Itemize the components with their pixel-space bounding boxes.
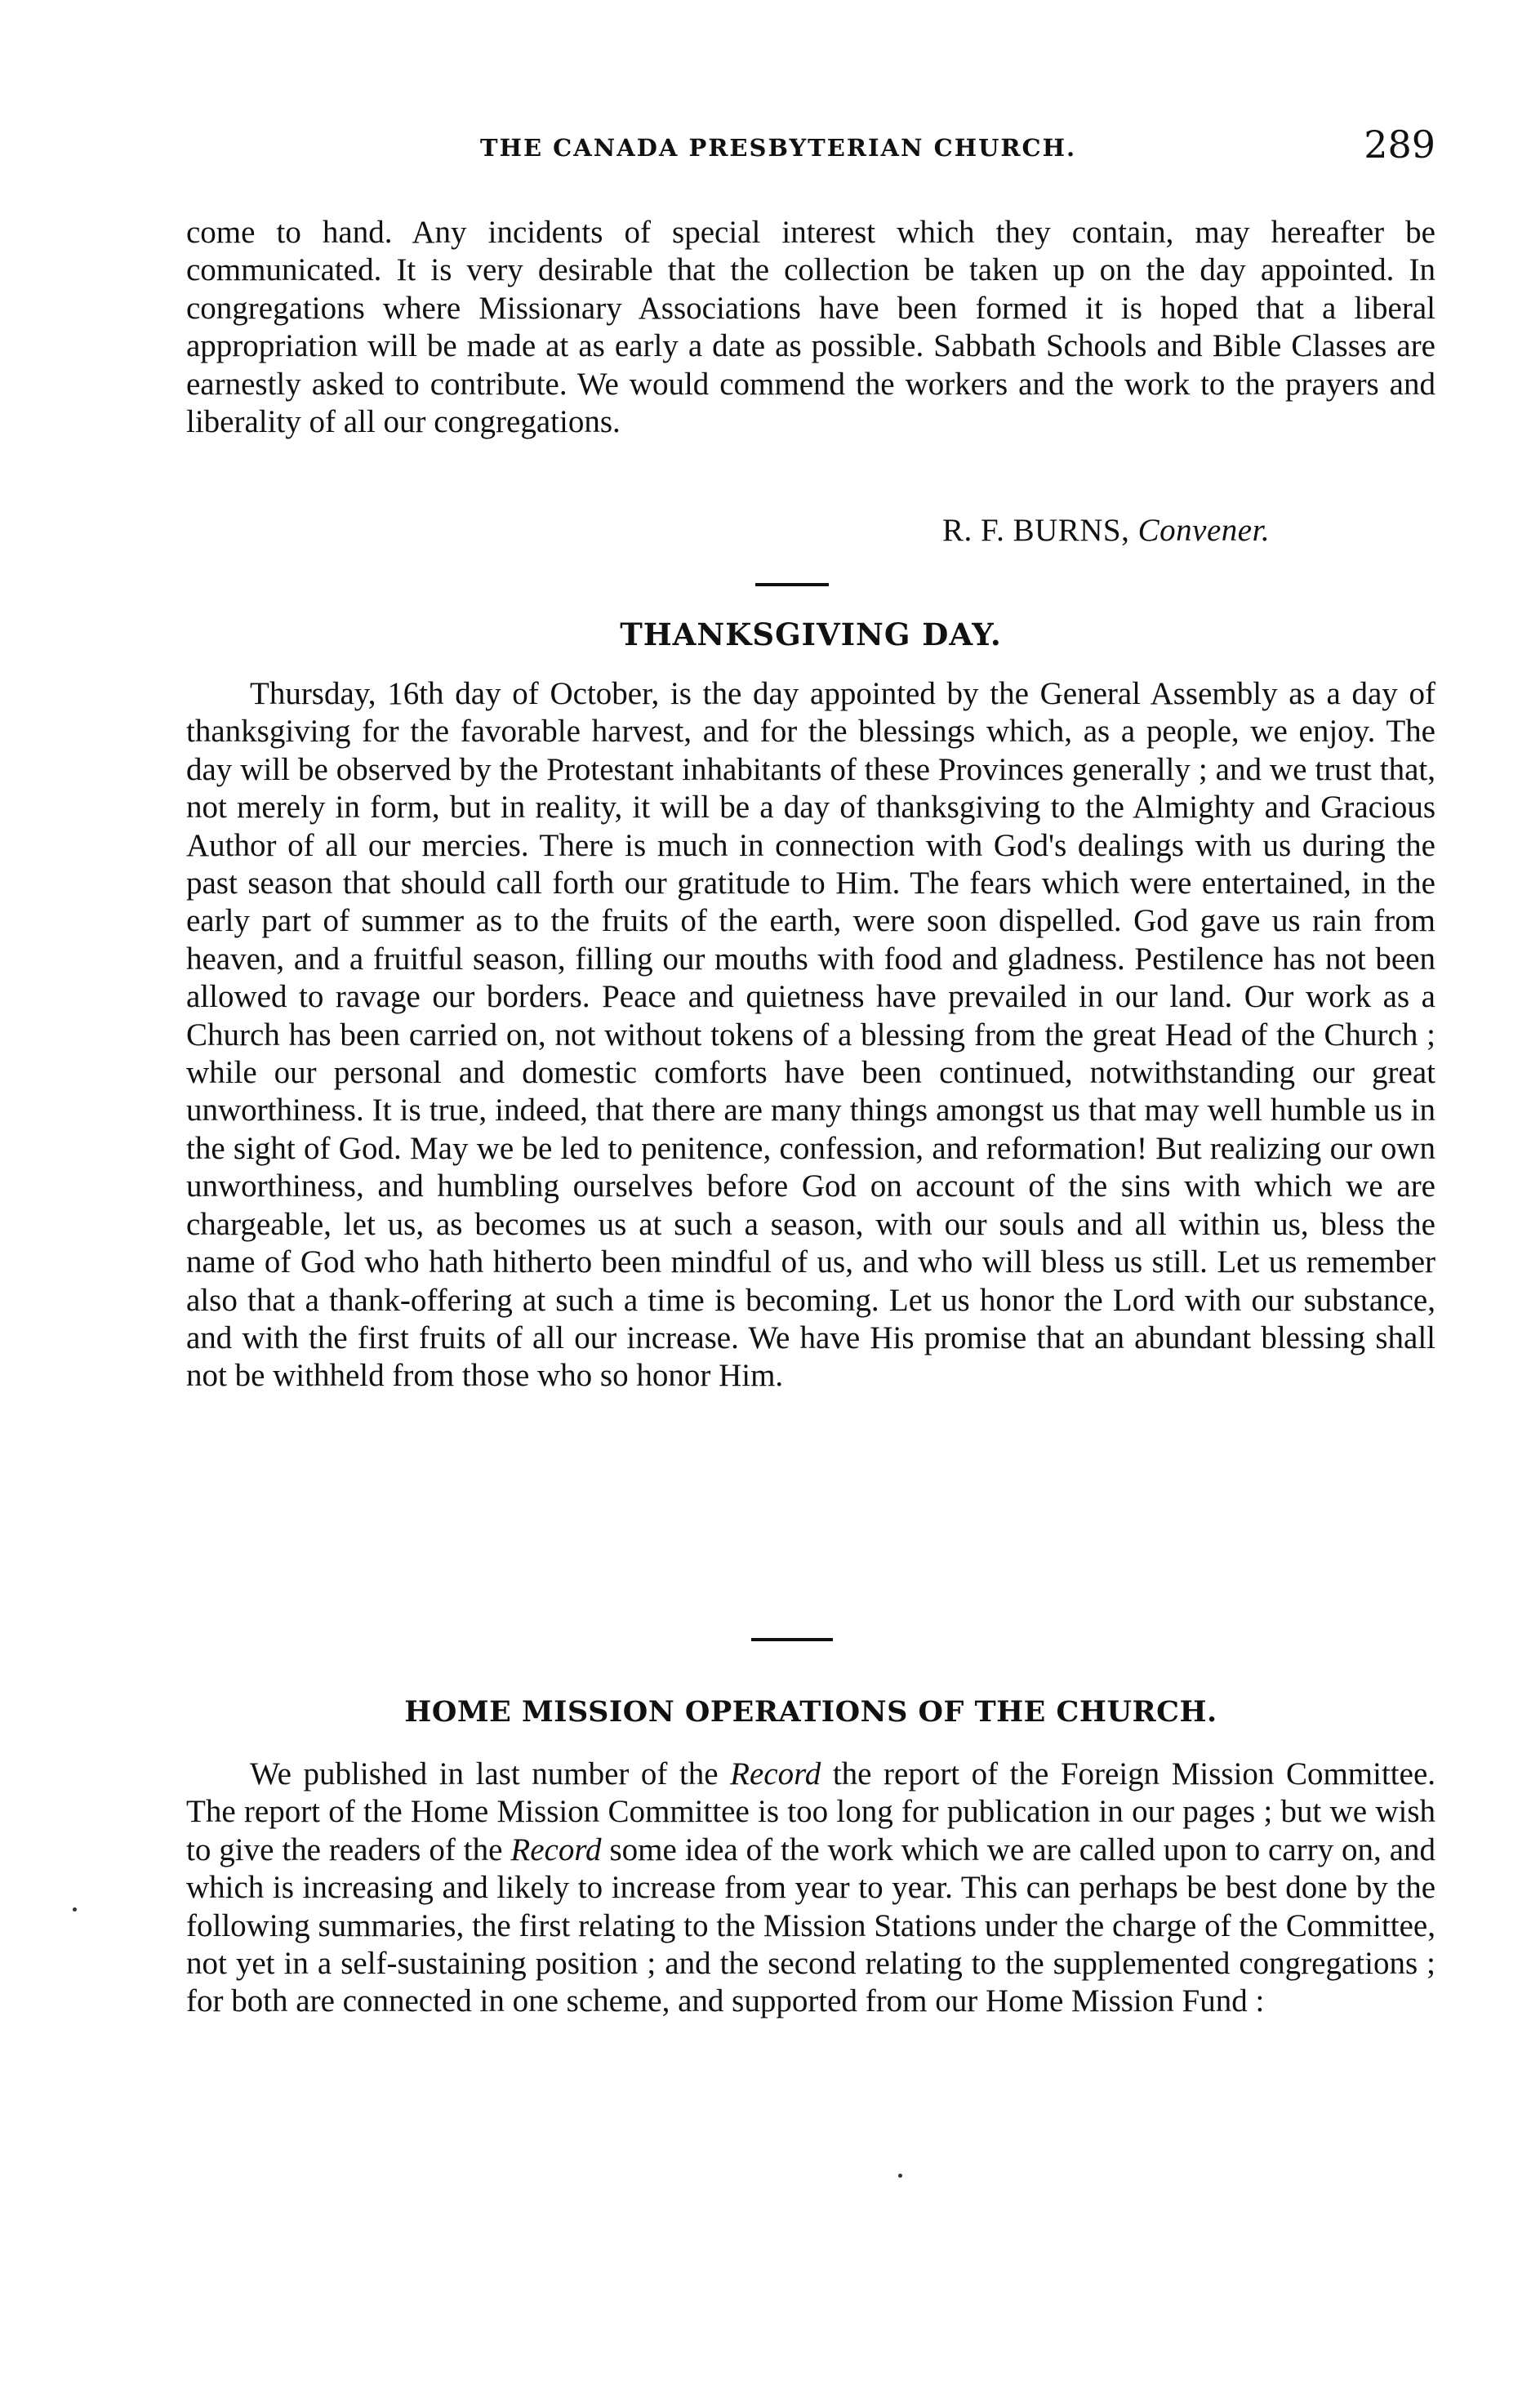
home-mission-text: the report of the Foreign Mission Committee. The report of the Home Mission Committee is too long for publication in our pages ; but we wish to give the readers of the [186, 1756, 1435, 1867]
record-title: Record [510, 1832, 602, 1867]
signature-name: R. F. BURNS, [942, 513, 1130, 548]
record-title: Record [730, 1756, 821, 1791]
home-mission-text: some idea of the work which we are called upon to carry on, and which is increasing and likely to increase from year to year. This can perhaps be best done by the following summaries, the first relating to the Mission Stations under the charge of the Committee, not yet in a self-sustaining position ; and the second relating to the supplemented congregations ; for both are connected in one scheme, and supported from our Home Mission Fund : [186, 1832, 1436, 2019]
thanksgiving-heading: THANKSGIVING DAY. [620, 616, 1002, 652]
page-number: 289 [1364, 122, 1435, 167]
scan-speck [898, 2174, 902, 2178]
home-mission-text: We published in last number of the [250, 1756, 731, 1791]
thanksgiving-paragraph: Thursday, 16th day of October, is the day appointed by the General Assembly as a day of thanksgiving for the favorable harvest, and for the blessings which, as a people, we enjoy. The day will be observed by the Protestant inhabitants of these Provinces generally ; and we trust that, not merely in form, but in reality, it will be a day of thanksgiving to the Almighty and Gracious Author of all our mercies. There is much in connection with God's dealings with us during the past season that should call forth our gratitude to Him. The fears which were entertained, in the early part of summer as to the fruits of the earth, were soon dispelled. God gave us rain from heaven, and a fruitful season, filling our mouths with food and gladness. Pestilence has not been allowed to ravage our borders. Peace and quietness have prevailed in our land. Our work as a Church has been carried on, not without tokens of a blessing from the great Head of the Church ; while our personal and domestic comforts have been continued, notwithstanding our great unworthiness. It is true, indeed, that there are many things amongst us that may well humble us in the sight of God. May we be led to penitence, confession, and reformation! But realizing our own unworthiness, and humbling ourselves before God on account of the sins with which we are chargeable, let us, as becomes us at such a season, with our souls and all within us, bless the name of God who hath hitherto been mindful of us, and who will bless us still. Let us remember also that a thank-offering at such a time is becoming. Let us honor the Lord with our substance, and with the first fruits of all our increase. We have His promise that an abundant blessing shall not be withheld from those who so honor Him. [186, 676, 1435, 1394]
missionary-notice-paragraph: come to hand. Any incidents of special interest which they contain, may hereafter be communicated. It is very desirable that the collection be taken up on the day appointed. In congregations where Missionary Associations have been formed it is hoped that a liberal appropriation will be made at as early a date as possible. Sabbath Schools and Bible Classes are earnestly asked to contribute. We would commend the workers and the work to the prayers and liberality of all our congregations. [186, 215, 1435, 440]
signature-role: Convener. [1137, 513, 1271, 548]
signature-line [942, 512, 1270, 549]
page-header [186, 122, 1435, 171]
scan-speck [73, 1907, 77, 1912]
home-mission-paragraph [186, 1756, 1435, 2021]
running-title: THE CANADA PRESBYTERIAN CHURCH. [480, 134, 1077, 162]
section-divider [751, 1638, 833, 1641]
section-divider [755, 583, 829, 586]
home-mission-heading: HOME MISSION OPERATIONS OF THE CHURCH. [404, 1695, 1217, 1729]
